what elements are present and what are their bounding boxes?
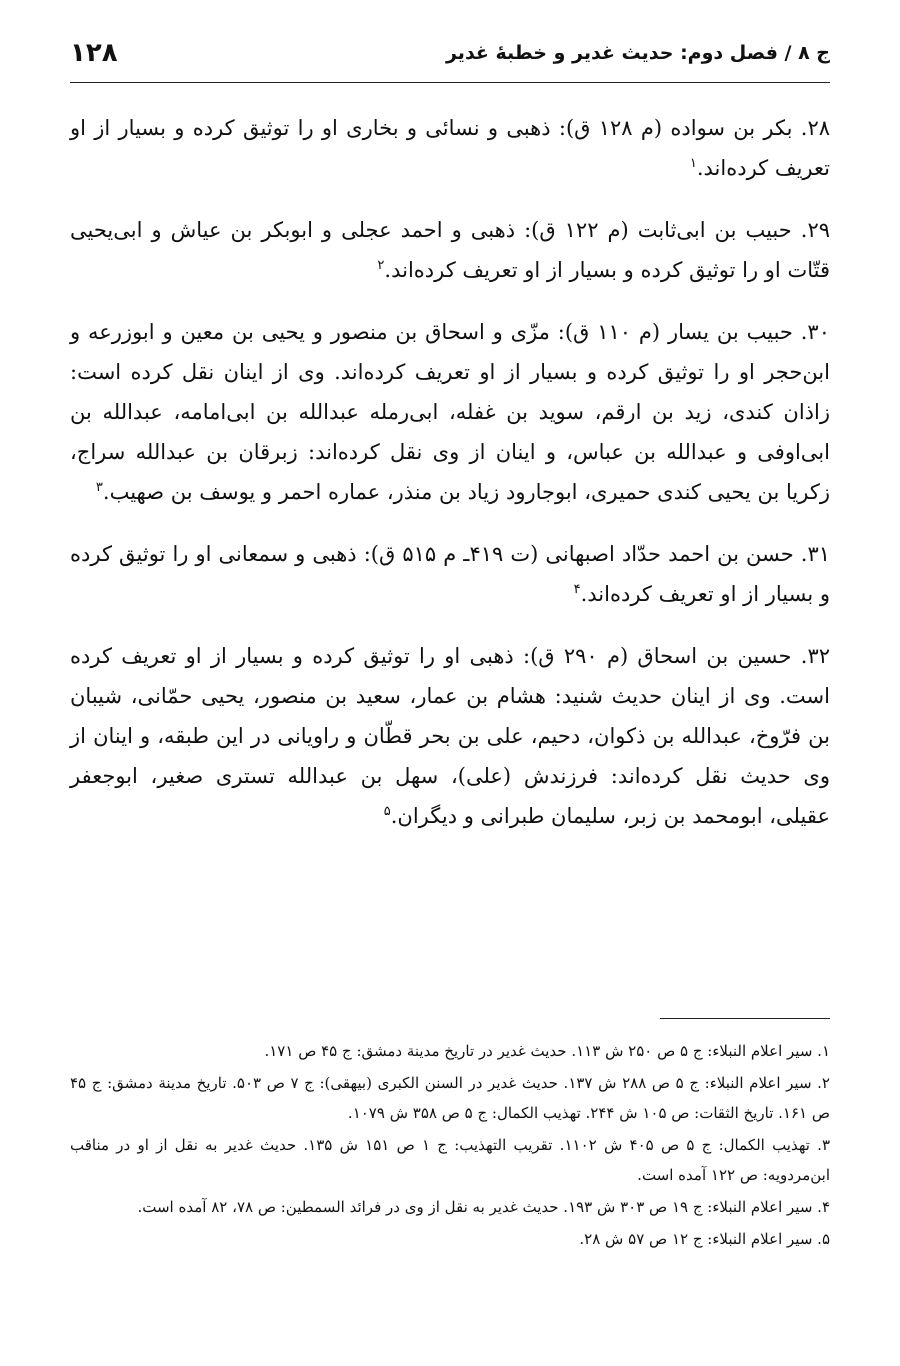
footnote-ref: ۱	[689, 156, 697, 171]
running-head: ج ۸ / فصل دوم: حدیث غدیر و خطبهٔ غدیر	[445, 42, 830, 64]
footnotes-list	[70, 1036, 830, 1256]
footnote-3: ۳. تهذیب الکمال: ج ۵ ص ۴۰۵ ش ۱۱۰۲. تقریب التهذیب: ج ۱ ص ۱۵۱ ش ۱۳۵. حدیث غدیر به نقل از او در مناقب ابن‌مردویه: ص ۱۲۲ آمده است.	[70, 1136, 831, 1184]
footnote-4: ۴. سیر اعلام النبلاء: ج ۱۹ ص ۳۰۳ ش ۱۹۳. حدیث غدیر به نقل از وی در فرائد السمطین: ص ۷۸، ۸۲ آمده است.	[137, 1198, 830, 1216]
footnote-ref: ۳	[95, 480, 103, 495]
narrator-entry-32	[70, 636, 830, 836]
entry-text: ۲۸. بکر بن سواده (م ۱۲۸ ق): ذهبی و نسائی و بخاری او را توثیق کرده و بسیار از او تعریف کرده‌اند.	[70, 116, 830, 180]
footnote-divider	[660, 1018, 830, 1019]
footnote-ref: ۲	[377, 258, 385, 273]
body-text	[70, 108, 830, 858]
narrator-entry-29	[70, 210, 830, 290]
narrator-entry-30	[70, 312, 830, 512]
page-number: ۱۲۸	[70, 38, 118, 68]
entry-text: ۳۰. حبیب بن یسار (م ۱۱۰ ق): مزّی و اسحاق بن منصور و یحیی بن معین و ابوزرعه و ابن‌حجر او را توثیق کرده و بسیار از او تعریف کرده‌اند. وی از اینان نقل کرده است: زاذان کندی، زید بن ارقم، سوید بن غفله، ابی‌رمله عبدالله بن ابی‌امامه، عبدالله بن ابی‌اوفی و عبدالله بن عباس، و اینان از وی نقل کرده‌اند: زبرقان بن عبدالله سراج، زکریا بن یحیی کندی حمیری، ابوجارود زیاد بن منذر، عماره احمر و یوسف بن صهیب.	[70, 320, 830, 504]
footnote-ref: ۵	[383, 804, 391, 819]
footnote-2: ۲. سیر اعلام النبلاء: ج ۵ ص ۲۸۸ ش ۱۳۷. حدیث غدیر در السنن الکبری (بیهقی): ج ۷ ص ۵۰۳. تاریخ مدینة دمشق: ج ۴۵ ص ۱۶۱. تاریخ الثقات: ص ۱۰۵ ش ۲۴۴. تهذیب الکمال: ج ۵ ص ۳۵۸ ش ۱۰۷۹.	[70, 1074, 830, 1122]
entry-text: ۳۱. حسن بن احمد حدّاد اصبهانی (ت ۴۱۹ـ م ۵۱۵ ق): ذهبی و سمعانی او را توثیق کرده و بسیار از او تعریف کرده‌اند.	[70, 542, 831, 606]
entry-text: ۳۲. حسین بن اسحاق (م ۲۹۰ ق): ذهبی او را توثیق کرده و بسیار از او تعریف کرده است. وی از اینان حدیث شنید: هشام بن عمار، سعید بن منصور، یحیی حمّانی، شیبان بن فرّوخ، عبدالله بن ذکوان، دحیم، علی بن بحر قطّان و راویانی در این طبقه، و اینان از وی حدیث نقل کرده‌اند: فرزندش (علی)، سهل بن عبدالله تستری صغیر، ابوجعفر عقیلی، ابومحمد بن زبر، سلیمان طبرانی و دیگران.	[70, 644, 831, 828]
footnote-1: ۱. سیر اعلام النبلاء: ج ۵ ص ۲۵۰ ش ۱۱۳. حدیث غدیر در تاریخ مدینة دمشق: ج ۴۵ ص ۱۷۱.	[264, 1042, 830, 1060]
page-header	[70, 36, 830, 83]
entry-text: ۲۹. حبیب بن ابی‌ثابت (م ۱۲۲ ق): ذهبی و احمد عجلی و ابوبکر بن عیاش و ابی‌یحیی قتّات او را توثیق کرده و بسیار از او تعریف کرده‌اند.	[70, 218, 830, 282]
footnote-5: ۵. سیر اعلام النبلاء: ج ۱۲ ص ۵۷ ش ۲۸.	[579, 1230, 830, 1248]
narrator-entry-31	[70, 534, 830, 614]
narrator-entry-28	[70, 108, 830, 188]
footnote-ref: ۴	[573, 582, 581, 597]
